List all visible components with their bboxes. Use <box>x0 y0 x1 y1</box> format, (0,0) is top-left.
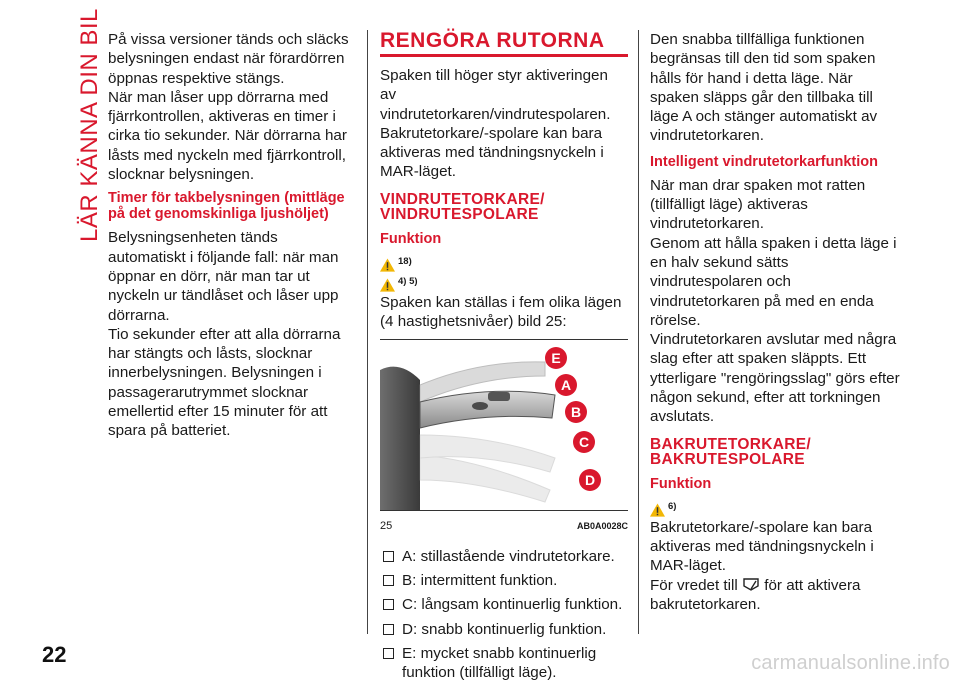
paragraph: På vissa versioner tänds och släcks belysningen endast när förardörren öppnas respektive stängs. <box>108 31 349 87</box>
column-divider <box>367 30 368 634</box>
subheading-intelligent: Intelligent vindrutetorkarfunktion <box>650 153 878 170</box>
paragraph: Tio sekunder efter att alla dörrarna har stängts och låsts, slocknar innerbelysningen. Belysningen i passagerarutrymmet slocknar emellertid efter 15 minuter för att spara på batteriet. <box>108 325 341 440</box>
section-heading: RENGÖRA RUTORNA <box>380 30 628 57</box>
svg-text:E: E <box>551 350 561 367</box>
function-heading: Funktion <box>650 475 712 492</box>
warning-icon <box>380 278 395 292</box>
paragraph: När man drar spaken mot ratten (tillfälligt läge) aktiveras vindrutetorkaren. <box>650 176 866 233</box>
list-item: C: långsam kontinuerlig funktion. <box>380 595 628 614</box>
paragraph: Belysningsenheten tänds automatiskt i följande fall: när man öppnar en dörr, när man tar ut nyckeln ur tändlåset och låser upp dörrarna. <box>108 229 339 324</box>
figure-number: 25 <box>380 520 393 533</box>
list-item: A: stillastående vindrutetorkare. <box>380 547 628 566</box>
paragraph: Spaken kan ställas i fem olika lägen (4 hastighetsnivåer) bild 25: <box>380 293 622 331</box>
column-3 <box>650 30 900 622</box>
warning-ref: 4) 5) <box>380 273 628 292</box>
list-item: B: intermittent funktion. <box>380 571 628 590</box>
watermark: carmanualsonline.info <box>751 652 950 674</box>
paragraph: Bakrutetorkare/-spolare kan bara aktiveras med tändningsnyckeln i MAR-läget. <box>650 518 874 575</box>
paragraph: Genom att hålla spaken i detta läge i en halv sekund sätts vindrutespolaren och vindrutetorkaren på med en enda rörelse. <box>650 234 897 329</box>
svg-text:A: A <box>560 377 572 394</box>
svg-text:D: D <box>584 472 596 489</box>
figure-caption <box>380 517 628 536</box>
column-2 <box>380 30 628 687</box>
warning-icon <box>380 258 395 272</box>
figure-code: AB0A0028C <box>576 521 628 532</box>
rear-wiper-icon <box>742 577 760 592</box>
wiper-stalk-illustration <box>380 340 628 510</box>
column-1 <box>108 30 356 449</box>
function-heading: Funktion <box>380 230 442 247</box>
subheading-timer: Timer för takbelysningen (mittläge på det genomskinliga ljushöljet) <box>108 190 345 223</box>
side-title-text: LÄR KÄNNA DIN BIL <box>76 8 103 242</box>
column-divider <box>638 30 639 634</box>
section-side-title <box>44 8 103 252</box>
list-item: E: mycket snabb kontinuerlig funktion (tillfälligt läge). <box>380 644 628 683</box>
figure-wiper-stalk <box>380 339 628 511</box>
warning-icon <box>650 503 665 517</box>
paragraph: Den snabba tillfälliga funktionen begränsas till den tid som spaken hålls för hand i detta läge. När spaken släpps går den tillbaka till läge A och stänger automatiskt av vindrutetorkaren. <box>650 31 878 145</box>
warning-ref: 18) <box>380 253 628 272</box>
paragraph: För vredet till för att aktivera bakrutetorkaren. <box>650 576 861 613</box>
paragraph: När man låser upp dörrarna med fjärrkontrollen, aktiveras en timer i cirka tio sekunder. När dörrarna har låsts med nyckeln med fjärrkontroll, slocknar belysningen. <box>108 88 347 184</box>
svg-text:C: C <box>578 434 590 451</box>
list-item: D: snabb kontinuerlig funktion. <box>380 620 628 639</box>
subsection-heading: BAKRUTETORKARE/ BAKRUTESPOLARE <box>650 435 811 469</box>
page-number: 22 <box>42 642 67 667</box>
paragraph: Vindrutetorkaren avslutar med några slag efter att spaken släppts. Ett ytterligare "rengöringsslag" görs efter någon sekund, efter att torkningen avslutats. <box>650 331 900 426</box>
subsection-heading: VINDRUTETORKARE/ VINDRUTESPOLARE <box>380 190 545 224</box>
svg-text:B: B <box>570 404 582 421</box>
warning-ref: 6) <box>650 498 900 517</box>
paragraph: Spaken till höger styr aktiveringen av vindrutetorkaren/vindrutespolaren. Bakrutetorkare/-spolare kan bara aktiveras med tändningsnyckeln i MAR-läget. <box>380 67 611 181</box>
